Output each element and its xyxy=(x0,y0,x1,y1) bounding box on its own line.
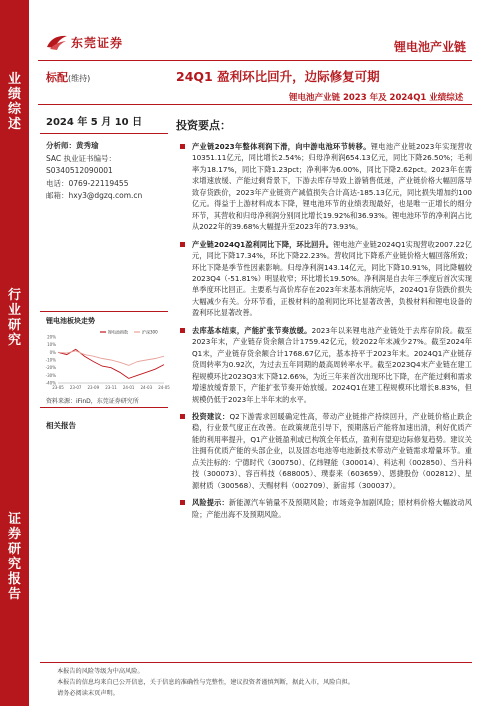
disclaimer xyxy=(57,666,354,699)
side-section-label: 业 绩 综 述 xyxy=(7,72,21,132)
report-subtitle: 锂电池产业链 2023 年及 2024Q1 业绩综述 xyxy=(289,93,464,103)
analyst-info xyxy=(46,140,142,203)
bullet-icon xyxy=(180,328,185,333)
bullet-icon xyxy=(180,144,185,149)
legend-label: 锂电池指数 xyxy=(108,329,128,335)
disclaimer-line: 本报告的风险等级为中高风险。 xyxy=(57,668,144,675)
header-divider xyxy=(38,60,472,61)
key-points-content xyxy=(180,141,472,526)
x-tick-label: 24-01 xyxy=(122,385,135,390)
left-divider xyxy=(40,407,168,408)
key-point-paragraph xyxy=(180,411,472,491)
bullet-icon xyxy=(180,414,185,419)
key-point-text: 新能源汽车销量不及预期风险；市场竞争加剧风险；原材料价格大幅波动风险；产能出海不及预期风险。 xyxy=(192,498,472,519)
bullet-icon xyxy=(180,500,185,505)
index-trend-chart xyxy=(40,327,168,395)
key-point-paragraph xyxy=(180,239,472,319)
key-point-text: Q2下游需求回暖确定性高，带动产业链排产持续回升，产业链价格止跌企稳，行业景气度正在改善。在政策规范引导下，预期落后产能将加速出清，利好优质产能的利用率提升，Q1产业链盈利或已构筑全年低点，盈利有望迎边际修复趋势。建议关注拥有优质产能的头部企业，以及固态电池等电池新技术带动产业链需求增量环节。重点关注标的：宁德时代（300750）、亿纬锂能（300014）、科达利（002850）、当升科技（300073）、容百科技（688005）、璞泰来（603659）、恩捷股份（002812）、星源材质（300568）、天赐材料（002709）、新宙邦（300037）。 xyxy=(192,411,472,490)
side-section-label: 行 业 研 究 xyxy=(7,288,21,348)
y-tick-label: 20% xyxy=(47,334,56,340)
analyst-name: 分析师：黄秀瑜 xyxy=(46,141,99,150)
rating-note: (维持) xyxy=(68,74,91,83)
series-line-1 xyxy=(58,351,164,366)
related-reports-title: 相关报告 xyxy=(46,421,76,430)
key-point-lead: 投资建议： xyxy=(192,411,230,421)
y-tick-label: -10% xyxy=(45,357,56,363)
legend-label: 沪深300 xyxy=(142,329,158,335)
title-divider xyxy=(38,104,472,105)
key-point-paragraph xyxy=(180,325,472,405)
key-point-text: 锂电池产业链2023年实现营收10351.11亿元，同比增长2.54%；归母净利润654.13亿元，同比下降26.50%；毛利率为18.17%，同比下降1.23pct；净利率为6.00%，同比下降2.62pct。2023年在需求增速放缓、产能过剩背景下，下游去库存导致上游销售低迷，产业链价格大幅回落导致存货跌价，2023年产业链资产减值损失合计高达-185.13亿元，同比损失增加约100亿元。得益于上游材料成本下降，锂电池环节的业绩表现最好，也是唯一正增长的细分环节，其营收和归母净利润分别同比增长19.92%和36.93%。锂电池环节的净利润占比从2022年的39.68%大幅提升至2023年的73.93%。 xyxy=(192,142,473,232)
x-tick-label: 24-03 xyxy=(140,385,153,390)
logo-text: 东莞证券 xyxy=(71,35,124,50)
key-point-text: 锂电池产业链2024Q1实现营收2007.22亿元，同比下降17.34%，环比下降22.23%。营收同比下降系产业链价格大幅回落所致；环比下降是季节性因素影响。归母净利润143.14亿元，同比下降10.91%，同比降幅较2023Q4（-51.81%）明显收窄；环比增长19.50%。净利润是自去年三季度后首次实现单季度环比回正。主要系与高价库存在2023年末基本消纳完毕，2024Q1存货跌价损失大幅减少有关。分环节看，正极材料的盈利同比环比显著改善，负极材料和锂电设备的盈利环比显著改善。 xyxy=(192,239,472,318)
key-point-paragraph xyxy=(180,497,472,520)
key-point-paragraph xyxy=(180,141,472,233)
disclaimer-line: 本报告的信息均来自已公开信息，关于信息的准确性与完整性，建议投资者谨慎判断，据此入市，风险自担。 xyxy=(57,679,354,686)
disclaimer-line: 请务必阅读末页声明。 xyxy=(57,690,119,697)
rating-label: 标配 xyxy=(46,71,68,84)
analyst-cert-no: S0340512090001 xyxy=(46,166,113,175)
key-point-lead: 去库基本结束，产能扩张节奏放缓。 xyxy=(192,325,312,335)
chart-source: 资料来源：iFinD，东莞证券研究所 xyxy=(46,398,139,405)
left-divider xyxy=(40,133,168,134)
left-divider xyxy=(40,311,168,312)
y-tick-label: -30% xyxy=(45,372,56,378)
x-tick-label: 23-11 xyxy=(105,385,117,390)
industry-label: 锂电池产业链 xyxy=(393,40,466,54)
rating xyxy=(46,69,90,85)
key-points-title: 投资要点： xyxy=(176,119,231,132)
x-tick-label: 23-05 xyxy=(52,385,64,390)
key-point-text: 2023年以来锂电池产业链处于去库存阶段。截至2023年末，产业链存货余额合计1759.42亿元，较2022年末减少27%。截至2024年Q1末，产业链存货余额合计1768.67亿元，基本持平于2023年末。2024Q1产业链存货周转率为0.92次，为过去五年同期的最高周转率水平。截至2023Q4末产业链在建工程规模环比2023Q3末下降12.66%，为近三年来首次出现环比下降，在产能过剩和需求增速放缓背景下，产能扩张节奏开始放缓。2024Q1在建工程规模环比增长8.83%，但规模仍低于2023年上半年末的水平。 xyxy=(192,325,472,404)
y-tick-label: -20% xyxy=(45,365,56,371)
logo-mark-icon xyxy=(46,33,68,51)
series-line-0 xyxy=(58,349,164,378)
key-point-lead: 风险提示： xyxy=(192,498,229,508)
x-tick-label: 23-09 xyxy=(87,385,100,390)
key-point-lead: 产业链2023年整体利润下滑，向中游电池环节转移。 xyxy=(192,142,371,151)
report-date: 2024 年 5 月 10 日 xyxy=(46,117,143,128)
chart-title: 锂电池板块走势 xyxy=(46,317,95,325)
analyst-email: 邮箱：hxy3@dgzq.com.cn xyxy=(46,191,143,200)
analyst-cert-label: SAC 执业证书编号： xyxy=(46,153,117,163)
report-title: 24Q1 盈利环比回升，边际修复可期 xyxy=(176,69,380,84)
y-tick-label: -40% xyxy=(45,380,56,386)
company-logo xyxy=(46,33,123,51)
analyst-phone: 电话：0769-22119455 xyxy=(46,178,129,188)
bullet-icon xyxy=(180,242,185,247)
y-tick-label: 10% xyxy=(47,342,56,348)
side-section-label: 证 券 研 究 报 告 xyxy=(7,512,21,602)
x-tick-label: 23-07 xyxy=(69,385,82,390)
x-tick-label: 24-05 xyxy=(158,385,170,390)
key-point-lead: 产业链2024Q1盈利同比下降，环比回升。 xyxy=(192,239,334,249)
footer-divider xyxy=(40,662,472,663)
y-tick-label: 0% xyxy=(49,349,56,355)
